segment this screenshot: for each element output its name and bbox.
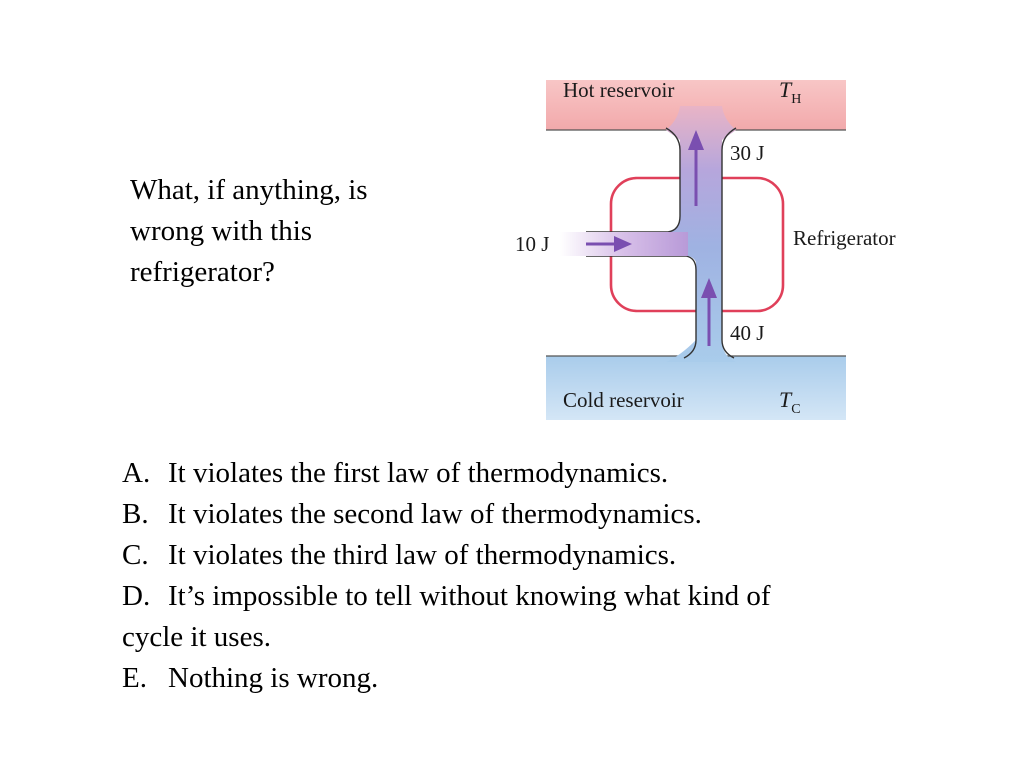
answer-text: Nothing is wrong. bbox=[168, 662, 379, 694]
answer-choice-e[interactable] bbox=[122, 658, 771, 699]
answer-letter: E. bbox=[122, 662, 147, 694]
question-line: refrigerator? bbox=[130, 256, 275, 288]
question-line: What, if anything, is bbox=[130, 174, 368, 206]
answer-choices bbox=[122, 453, 771, 699]
answer-text: It violates the third law of thermodynamics. bbox=[168, 539, 677, 571]
refrigerator-label: Refrigerator bbox=[793, 226, 896, 250]
answer-text: It violates the second law of thermodynamics. bbox=[168, 498, 702, 530]
answer-letter: C. bbox=[122, 539, 149, 571]
hot-reservoir-label: Hot reservoir bbox=[563, 78, 675, 102]
pipe-wall-left-top bbox=[586, 128, 680, 232]
heat-out-label: 30 J bbox=[730, 141, 765, 165]
hot-temperature-label: $T_H$ bbox=[779, 77, 802, 107]
pipe-wall-left-bottom bbox=[586, 256, 696, 358]
work-input-label: 10 J bbox=[515, 232, 550, 256]
cold-temperature-label: $T_C$ bbox=[779, 387, 801, 417]
answer-letter: B. bbox=[122, 498, 149, 530]
answer-choice-c[interactable] bbox=[122, 535, 771, 576]
question-line: wrong with this bbox=[130, 215, 313, 247]
answer-text: It violates the first law of thermodynamics. bbox=[168, 457, 669, 489]
answer-choice-d[interactable] bbox=[122, 576, 771, 617]
answer-d-continuation: cycle it uses. bbox=[122, 621, 271, 653]
answer-letter: A. bbox=[122, 457, 151, 489]
answer-choice-b[interactable] bbox=[122, 494, 771, 535]
cold-reservoir-label: Cold reservoir bbox=[563, 388, 684, 412]
answer-choice-a[interactable] bbox=[122, 453, 771, 494]
answer-letter: D. bbox=[122, 580, 151, 612]
answer-text: It’s impossible to tell without knowing what kind of bbox=[168, 580, 771, 612]
heat-in-label: 40 J bbox=[730, 321, 765, 345]
